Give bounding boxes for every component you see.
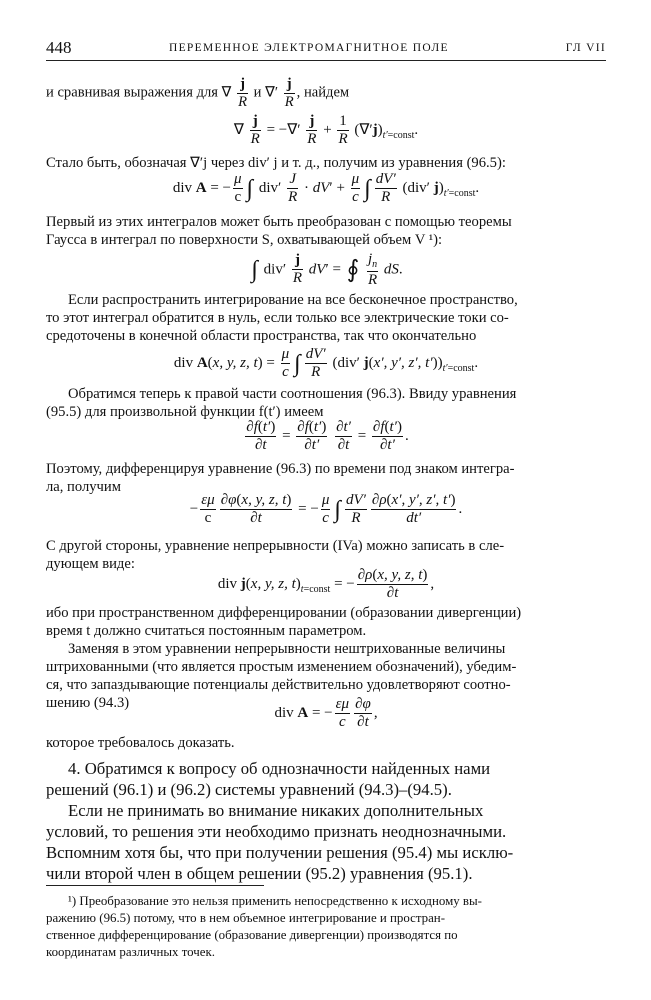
equation-3: ∫ div′ $\frac{j}{R}$ dV′ = ∮ $\frac{j_n}{R}$ dS. (251, 251, 403, 288)
equation-7: div j(x, y, z, $t)_{t=const}$ = − $\frac{\partial\rho(x, y, z, t)}{\partial t}$ , (217, 567, 435, 602)
header-rule (46, 60, 606, 61)
footnote-line-2: ражению (96.5) потому, что в нем объемное интегрирование и простран- (46, 911, 445, 925)
text-line-13: дующем виде: (46, 556, 135, 572)
text-line-8: Обратимся теперь к правой части соотношения (96.3). Ввиду уравнения (68, 386, 517, 402)
equation-4: div A(x, y, z, t) = $\frac{\mu}{c}$ ∫ $\frac{dV'}{R}$ (div′ j(x′, y′, z′, $t'))_{t'=const}$. (173, 346, 479, 381)
text-line-21: 4. Обратимся к вопросу об однозначности найденных нами (68, 759, 491, 778)
text-line-18: ся, что запаздывающие потенциалы действительно удовлетворяют соотно- (46, 677, 511, 693)
equation-5: $\frac{\partial f(t')}{\partial t}$ = $\frac{\partial f(t')}{\partial t'}$ $\frac{\partial t'}{\partial t}$ = $\frac{\partial f(t')}{\partial t'}$ . (246, 419, 409, 454)
text-line-17: штрихованными (что является простым изменением обозначений), убедим- (46, 659, 517, 675)
text-line-7: средоточены в конечной области пространства, так что окончательно (46, 328, 477, 344)
text-line-19: шению (94.3) (46, 695, 130, 711)
text-line-14: ибо при пространственном дифференцировании (образовании дивергенции) (46, 605, 522, 621)
running-title: ПЕРЕМЕННОЕ ЭЛЕКТРОМАГНИТНОЕ ПОЛЕ (169, 42, 449, 54)
footnote-line-4: координатам различных точек. (46, 945, 215, 959)
text-line-25: Вспомним хотя бы, что при получении решения (95.4) мы исклю- (46, 843, 514, 862)
text-line-23: Если не принимать во внимание никаких дополнительных (68, 801, 484, 820)
footnote-rule (46, 885, 264, 886)
equation-8: div A = − $\frac{\varepsilon\mu}{c}$ $\frac{\partial\varphi}{\partial t}$ , (274, 696, 378, 731)
page-header (46, 38, 606, 60)
text-line-10: Поэтому, дифференцируя уравнение (96.3) по времени под знаком интегра- (46, 461, 515, 477)
text-line-2: Стало быть, обозначая ∇′j через div′ j и т. д., получим из уравнения (96.5): (46, 155, 506, 171)
footnote-line-3: ственное дифференцирование (образование дивергенции) производятся по (46, 928, 458, 942)
chapter-label: ГЛ VII (565, 42, 606, 54)
text-line-26: чили второй член в общем решении (95.2) уравнения (95.1). (46, 864, 473, 883)
text-line-5: Если распространить интегрирование на все бесконечное пространство, (68, 292, 518, 308)
text-line-6: то этот интеграл обратится в нуль, если только все электрические токи со- (46, 310, 509, 326)
equation-6: − $\frac{\varepsilon\mu}{c}$ $\frac{\partial\varphi(x, y, z, t)}{\partial t}$ = − $\frac{\mu}{c}$ ∫ $\frac{dV'}{R}$ $\frac{\partial\rho(x', y', z', t')}{dt'}$ . (189, 492, 463, 527)
equation-2: div A = − $\frac{\mu}{c}$ ∫ div′ $\frac{J}{R}$ · dV′ + $\frac{\mu}{c}$ ∫ $\frac{dV'}{R}$ (div′ $j)_{t'=const}$. (172, 171, 480, 206)
text-line-9: (95.5) для произвольной функции f(t′) имеем (46, 404, 324, 420)
text-line-12: С другой стороны, уравнение непрерывности (IVa) можно записать в сле- (46, 538, 505, 554)
text-line-1: и сравнивая выражения для ∇ $\frac{j}{R}$ и ∇′ $\frac{j}{R}$ , найдем (46, 76, 350, 110)
page-number: 448 (46, 38, 72, 57)
equation-1: ∇ $\frac{j}{R}$ = −∇′ $\frac{j}{R}$ + $\frac{1}{R}$ $(\nabla'j)_{t'=const}$. (233, 113, 419, 148)
text-line-16: Заменяя в этом уравнении непрерывности нештрихованные величины (68, 641, 506, 657)
text-line-22: решений (96.1) и (96.2) системы уравнений (94.3)–(94.5). (46, 780, 452, 799)
text-line-11: ла, получим (46, 479, 121, 495)
text-line-24: условий, то решения эти необходимо признать неоднозначными. (46, 822, 507, 841)
text-line-4: Гаусса в интеграл по поверхности S, охватывающей объем V ¹): (46, 232, 443, 248)
text-line-20: которое требовалось доказать. (46, 735, 235, 751)
text-line-3: Первый из этих интегралов может быть преобразован с помощью теоремы (46, 214, 512, 230)
footnote-line-1: ¹) Преобразование это нельзя применить непосредственно к исходному вы- (68, 894, 482, 908)
text-line-15: время t должно считаться постоянным параметром. (46, 623, 367, 639)
